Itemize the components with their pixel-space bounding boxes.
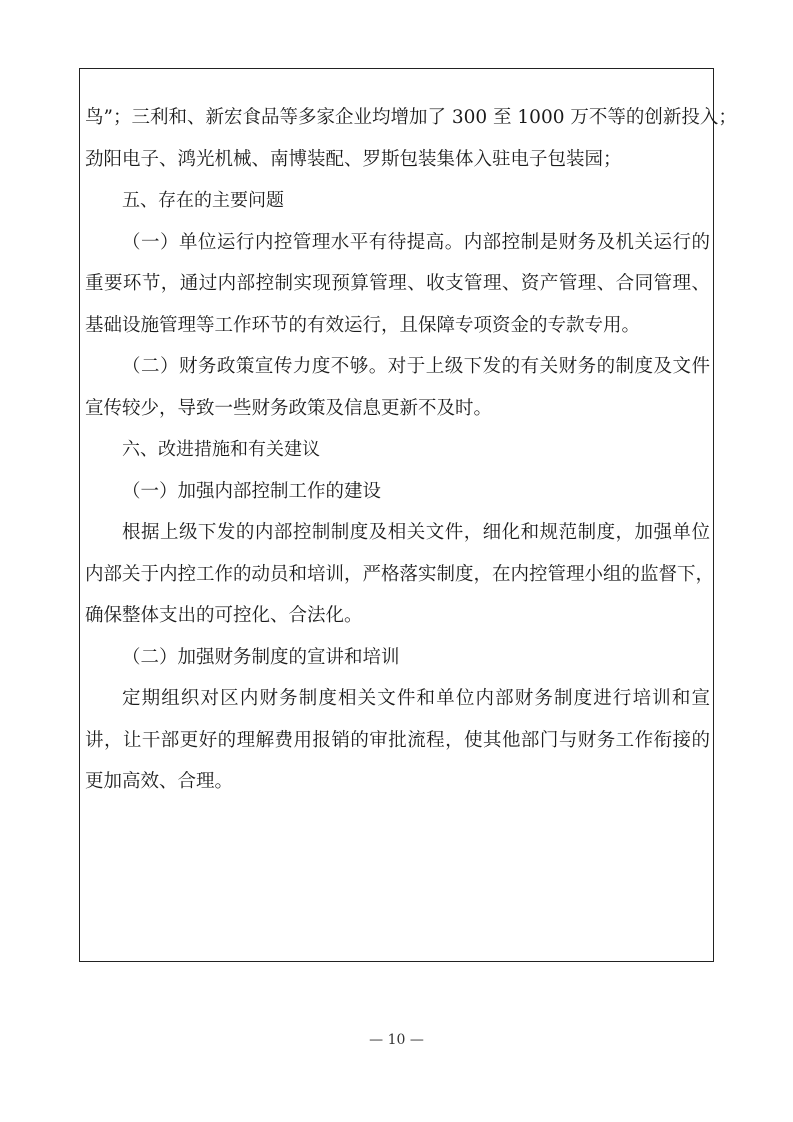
- section-heading: 六、改进措施和有关建议: [122, 439, 320, 460]
- paragraph-line: （一）单位运行内控管理水平有待提高。内部控制是财务及机关运行的: [122, 231, 710, 253]
- paragraph-line: （二）财务政策宣传力度不够。对于上级下发的有关财务的制度及文件: [122, 356, 710, 377]
- paragraph-line: 根据上级下发的内部控制制度及相关文件，细化和规范制度，加强单位: [122, 522, 710, 543]
- paragraph-line: 重要环节，通过内部控制实现预算管理、收支管理、资产管理、合同管理、: [85, 273, 710, 294]
- subsection-title: （二）加强财务制度的宣讲和培训: [122, 646, 400, 668]
- paragraph-line: 鸟”；三利和、新宏食品等多家企业均增加了 300 至 1000 万不等的创新投入；: [85, 107, 737, 128]
- paragraph-line: 宣传较少，导致一些财务政策及信息更新不及时。: [85, 397, 493, 419]
- section-heading: 五、存在的主要问题: [122, 190, 284, 211]
- paragraph-line: 更加高效、合理。: [85, 771, 234, 792]
- paragraph-line: 基础设施管理等工作环节的有效运行，且保障专项资金的专款专用。: [85, 314, 641, 336]
- page-number: — 10 —: [369, 1032, 424, 1048]
- paragraph-line: 内部关于内控工作的动员和培训，严格落实制度，在内控管理小组的监督下，: [85, 563, 715, 585]
- paragraph-line: 劲阳电子、鸿光机械、南博装配、罗斯包装集体入驻电子包装园；: [85, 148, 622, 170]
- document-body: [85, 97, 737, 803]
- paragraph-line: 定期组织对区内财务制度相关文件和单位内部财务制度进行培训和宣: [122, 688, 710, 709]
- paragraph-line: 确保整体支出的可控化、合法化。: [85, 605, 363, 626]
- subsection-title: （一）加强内部控制工作的建设: [122, 480, 382, 502]
- paragraph-line: 讲，让干部更好的理解费用报销的审批流程，使其他部门与财务工作衔接的: [85, 729, 710, 751]
